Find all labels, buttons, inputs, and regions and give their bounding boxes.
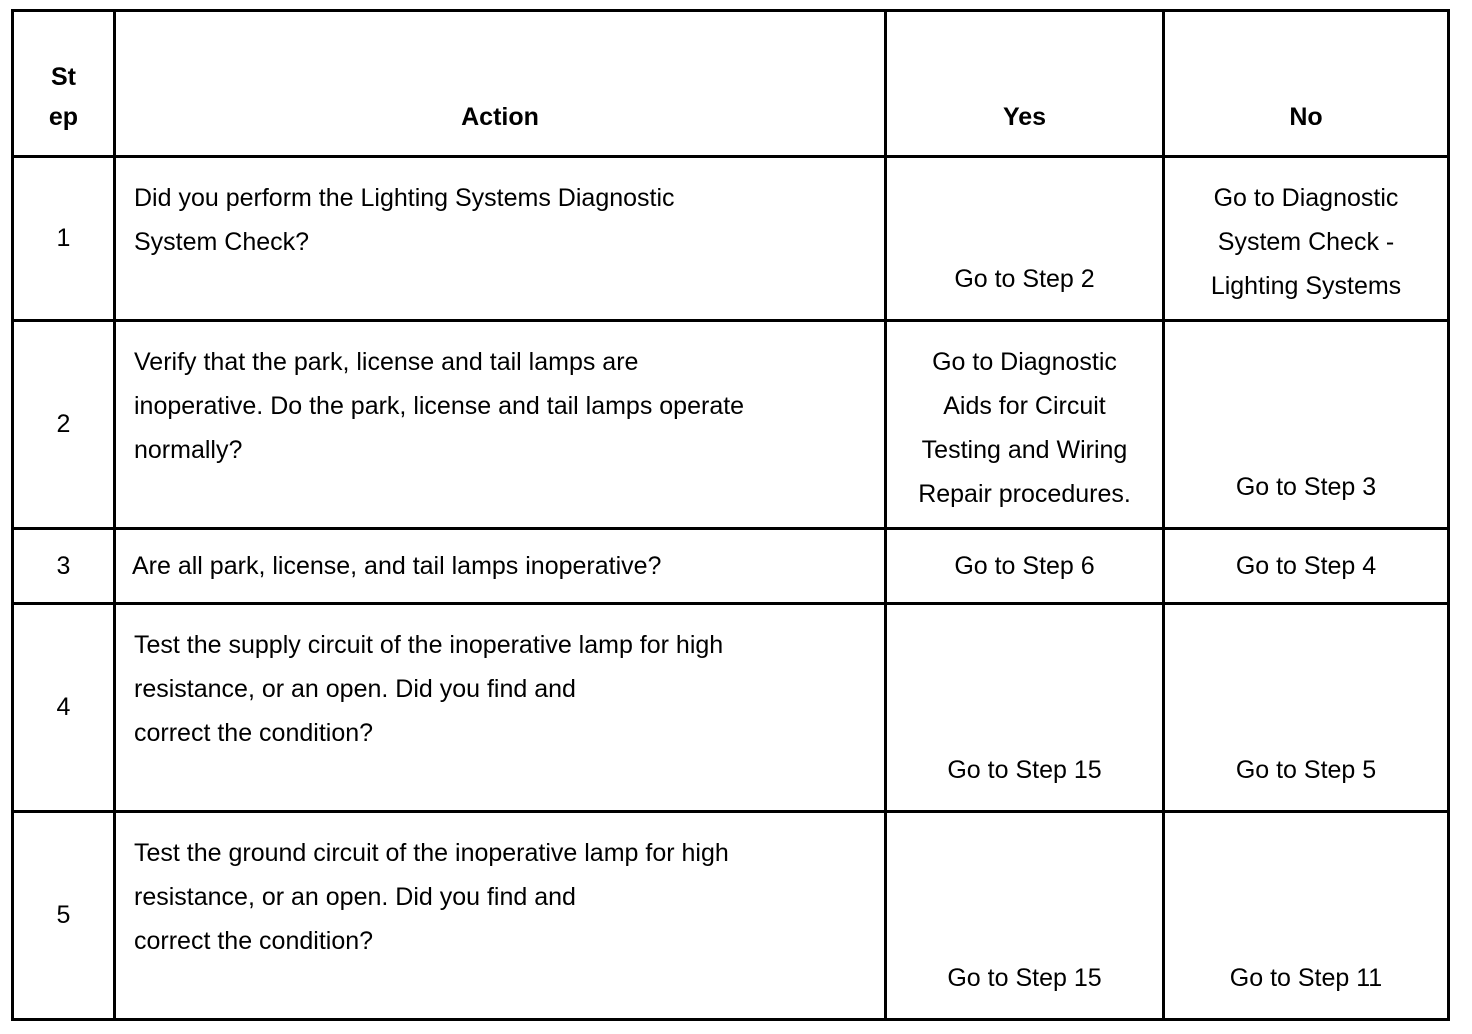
step-number: 1 [13, 157, 115, 321]
no-line: Lighting Systems [1210, 272, 1402, 300]
no-line: Go to Step 5 [1235, 756, 1377, 784]
table-row [13, 812, 1449, 1020]
yes-line: Repair procedures. [918, 480, 1131, 508]
step-number: 3 [13, 529, 115, 604]
no-line: Go to Step 4 [1235, 552, 1377, 580]
action-line: Did you perform the Lighting Systems Diagnostic [134, 184, 675, 212]
no-outcome [1164, 321, 1449, 529]
action-text [115, 604, 886, 812]
yes-line: Go to Step 2 [954, 265, 1095, 293]
action-line: correct the condition? [134, 927, 374, 955]
yes-line: Go to Diagnostic [932, 348, 1117, 376]
header-no: No [1164, 11, 1449, 157]
yes-line: Go to Step 6 [954, 552, 1095, 580]
no-outcome [1164, 529, 1449, 604]
step-number: 2 [13, 321, 115, 529]
action-line: correct the condition? [134, 719, 374, 747]
action-line: Are all park, license, and tail lamps inoperative? [132, 552, 662, 580]
yes-line: Aids for Circuit [943, 392, 1106, 420]
yes-outcome [886, 321, 1164, 529]
no-line: Go to Step 11 [1229, 964, 1383, 992]
yes-line: Testing and Wiring [921, 436, 1128, 464]
header-step-line2: ep [48, 103, 79, 131]
action-line: Verify that the park, license and tail lamps are [134, 348, 639, 376]
table-row [13, 604, 1449, 812]
table-row [13, 321, 1449, 529]
diagnostic-table [11, 9, 1450, 1021]
yes-outcome [886, 604, 1164, 812]
yes-line: Go to Step 15 [947, 756, 1102, 784]
action-line: resistance, or an open. Did you find and [134, 883, 576, 911]
header-action: Action [115, 11, 886, 157]
yes-line: Go to Step 15 [947, 964, 1102, 992]
no-line: Go to Step 3 [1235, 473, 1377, 501]
no-outcome [1164, 812, 1449, 1020]
header-step-line1: St [51, 63, 76, 91]
step-number: 5 [13, 812, 115, 1020]
step-number: 4 [13, 604, 115, 812]
no-outcome [1164, 604, 1449, 812]
yes-outcome [886, 812, 1164, 1020]
yes-outcome [886, 157, 1164, 321]
action-text [115, 157, 886, 321]
action-text [115, 812, 886, 1020]
yes-outcome [886, 529, 1164, 604]
header-step [13, 11, 115, 157]
header-yes: Yes [886, 11, 1164, 157]
action-line: normally? [134, 436, 243, 464]
no-line: System Check - [1217, 228, 1395, 256]
no-line: Go to Diagnostic [1213, 184, 1399, 212]
action-line: Test the ground circuit of the inoperative lamp for high [134, 839, 729, 867]
table-row [13, 529, 1449, 604]
action-line: inoperative. Do the park, license and tail lamps operate [134, 392, 745, 420]
action-text [115, 529, 886, 604]
action-text [115, 321, 886, 529]
table-row [13, 157, 1449, 321]
action-line: System Check? [134, 228, 310, 256]
action-line: Test the supply circuit of the inoperative lamp for high [134, 631, 724, 659]
action-line: resistance, or an open. Did you find and [134, 675, 576, 703]
header-row [13, 11, 1449, 157]
no-outcome [1164, 157, 1449, 321]
